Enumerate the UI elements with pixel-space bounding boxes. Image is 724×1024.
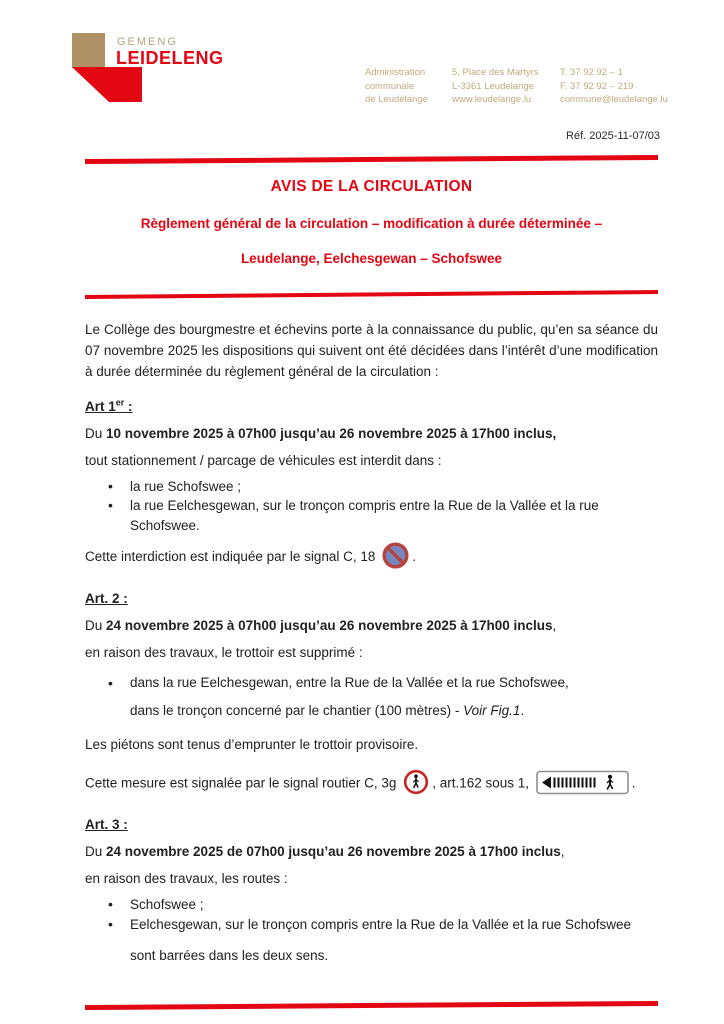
notice-body [85,155,658,966]
red-rule-top [85,155,658,164]
contact-line: Administration [365,67,426,78]
article-3-heading: Art. 3 : [85,817,128,832]
contact-line: 5, Place des Martyrs [452,67,539,78]
date-range: 24 novembre 2025 à 07h00 jusqu’au 26 novembre 2025 à 17h00 inclus [106,618,553,633]
date-prefix: Du [85,425,107,441]
date-suffix: , [560,844,565,859]
logo-red-flag-icon [72,67,143,103]
red-rule-footer [85,1001,658,1010]
article-2-detail-list [85,669,658,725]
signal-text: Cette interdiction est indiquée par le signal C, 18 [85,549,376,565]
contact-block [365,66,690,107]
list-item: • Schofswee ; [85,895,658,915]
logo-tan-square-icon [72,33,105,68]
article-2-pedestrians: Les piétons sont tenus d’emprunter le trottoir provisoire. [85,737,419,752]
list-item: • la rue Schofswee ; [85,477,658,497]
article-1-lead: tout stationnement / parcage de véhicules est interdit dans : [85,452,442,468]
contact-line: communale [365,80,415,92]
article-2-heading: Art. 2 : [85,591,128,606]
reference-number: Réf. 2025-11-07/03 [566,130,660,142]
article-2 [85,588,658,797]
signal-text-mid: , art.162 sous 1, [432,775,529,791]
temporary-footpath-sign-icon [536,770,629,795]
list-item: • la rue Eelchesgewan, sur le tronçon compris entre la Rue de la Vallée et la rue Schofswee. [85,496,658,535]
page-title: AVIS DE LA CIRCULATION [270,178,473,195]
page-subtitle-line2: Leudelange, Eelchesgewan – Schofswee [240,251,503,266]
article-3-lead: en raison des travaux, les routes : [85,871,288,886]
list-item [85,669,658,725]
contact-address [452,66,560,107]
logo-text-gemeng: GEMENG [117,36,178,48]
article-3-dates [85,841,658,862]
article-2-signal-line [85,771,658,797]
contact-email: commune@leudelange.lu [560,94,668,105]
article-1-heading-text: Art 1 [85,398,116,414]
date-range: 24 novembre 2025 de 07h00 jusqu’au 26 novembre 2025 à 17h00 inclus [106,844,561,859]
bullet-line-2: dans le tronçon concerné par le chantier (100 mètres) - [130,703,464,718]
contact-phone: T. 37 92 92 – 1 [560,67,623,78]
contact-phone-email [560,66,690,107]
signal-text-end: . [412,549,416,565]
no-parking-sign-icon [382,542,409,569]
intro-paragraph: Le Collège des bourgmestre et échevins porte à la connaissance du public, qu’en sa séance du 07 novembre 2025 les dispositions qui suivent ont été décidées dans l’intérêt d’une modification à durée déterminée du règlement général de la circulation : [85,322,658,379]
article-1-heading-sup: er [115,397,125,407]
article-1 [85,392,658,571]
article-1-street-list [85,477,658,536]
article-1-heading-tail: : [124,398,133,414]
signal-text-end: . [631,775,636,791]
article-2-dates [85,615,658,636]
article-3-street-list [85,895,658,934]
list-item: • Eelchesgewan, sur le tronçon compris entre la Rue de la Vallée et la rue Schofswee [85,915,658,935]
contact-line: L-3361 Leudelange [452,80,534,92]
date-suffix: , [552,618,557,633]
signal-text: Cette mesure est signalée par le signal routier C, 3g [85,775,397,791]
article-1-dates [85,423,658,444]
bullet-line-1: dans la rue Eelchesgewan, entre la Rue de la Vallée et la rue Schofswee, [130,675,569,690]
contact-administration [365,66,452,107]
article-1-heading [85,392,658,417]
date-range: 10 novembre 2025 à 07h00 jusqu’au 26 novembre 2025 à 17h00 inclus, [106,425,557,441]
article-2-lead: en raison des travaux, le trottoir est supprimé : [85,645,363,660]
page-subtitle-line1: Règlement général de la circulation – modification à durée déterminée – [140,216,603,231]
bullet-line-end: . [520,703,525,718]
contact-website: www.leudelange.lu [452,94,532,105]
article-1-signal-line [85,544,658,571]
figure-reference: Voir Fig.1 [463,703,521,718]
article-3-closing: sont barrées dans les deux sens. [130,948,329,963]
red-rule-under-title [85,290,658,299]
logo-text-leideleng: LEIDELENG [116,48,224,68]
no-pedestrians-sign-icon [403,769,429,795]
date-prefix: Du [85,844,107,859]
contact-line: de Leudelange [365,94,428,105]
date-prefix: Du [85,618,107,633]
contact-fax: F. 37 92 92 – 219 [560,80,634,92]
article-3 [85,814,658,966]
